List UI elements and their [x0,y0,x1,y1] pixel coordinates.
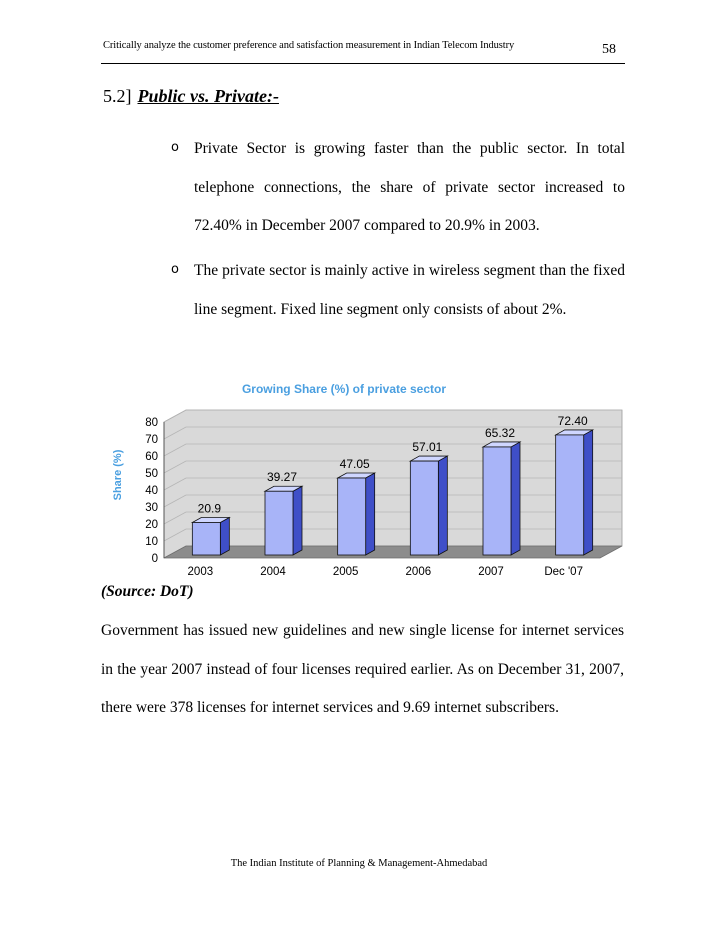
running-header: Critically analyze the customer preference and satisfaction measurement in Indian Telecom Industry [103,40,515,51]
bar-side [293,486,302,555]
page-number: 58 [602,42,616,57]
bar [556,435,584,555]
y-tick-label: 70 [145,434,158,446]
footer-institution: The Indian Institute of Planning & Management-Ahmedabad [230,858,488,869]
y-axis-label: Share (%) [112,449,124,501]
y-tick-label: 30 [145,502,158,514]
section-number: 5.2] [103,86,132,106]
bar [483,447,511,555]
y-tick-label: 0 [151,553,158,565]
bar [192,522,220,555]
x-tick-label: 2003 [187,566,214,578]
y-tick-label: 60 [145,451,158,463]
chart-title: Growing Share (%) of private sector [241,382,447,396]
bar [410,461,438,555]
y-tick-label: 20 [145,519,158,531]
x-tick-label: 2005 [332,566,359,578]
chart-floor [164,546,622,558]
data-label: 39.27 [266,470,298,485]
data-label: 65.32 [484,425,516,440]
y-tick-label: 40 [145,485,158,497]
bullet-item [171,140,625,246]
bullet-item [171,262,625,329]
bar-side [511,442,520,555]
bullet-marker: o [171,140,179,155]
bar-side [584,430,593,555]
x-tick-label: 2004 [260,566,286,578]
data-label: 72.40 [557,413,588,428]
bullet-marker: o [171,262,179,277]
bullet-text: Private Sector is growing faster than the public sector. In total telephone connections, the share of private sector increased to 72.40% in December 2007 compared to 20.9% in 2003. [194,140,625,234]
chart-back-wall [164,410,622,558]
data-label: 20.9 [197,501,222,516]
bar [338,478,366,555]
section-heading [103,86,279,107]
bar-side [366,473,375,555]
y-tick-label: 50 [145,468,158,480]
header-rule [101,63,625,64]
section-title: Public vs. Private:- [137,86,279,106]
y-tick-label: 10 [145,536,158,548]
share-bar-chart [103,375,625,585]
page-footer [0,858,728,869]
data-label: 47.05 [339,457,370,472]
bullet-text: The private sector is mainly active in wireless segment than the fixed line segment. Fixed line segment only consists of about 2%. [194,262,625,318]
x-tick-label: 2006 [405,566,432,578]
x-tick-label: 2007 [478,566,504,578]
body-paragraph: Government has issued new guidelines and new single license for internet services in the year 2007 instead of four licenses required earlier. As on December 31, 2007, there were 378 licenses for internet services and 9.69 internet subscribers. [101,622,624,717]
data-label: 57.01 [412,440,443,455]
x-tick-label: Dec '07 [544,566,583,578]
bar-side [438,456,447,555]
y-tick-label: 80 [145,417,158,429]
bar [265,491,293,555]
bar-side [220,517,229,555]
source-note: (Source: DoT) [101,583,194,600]
